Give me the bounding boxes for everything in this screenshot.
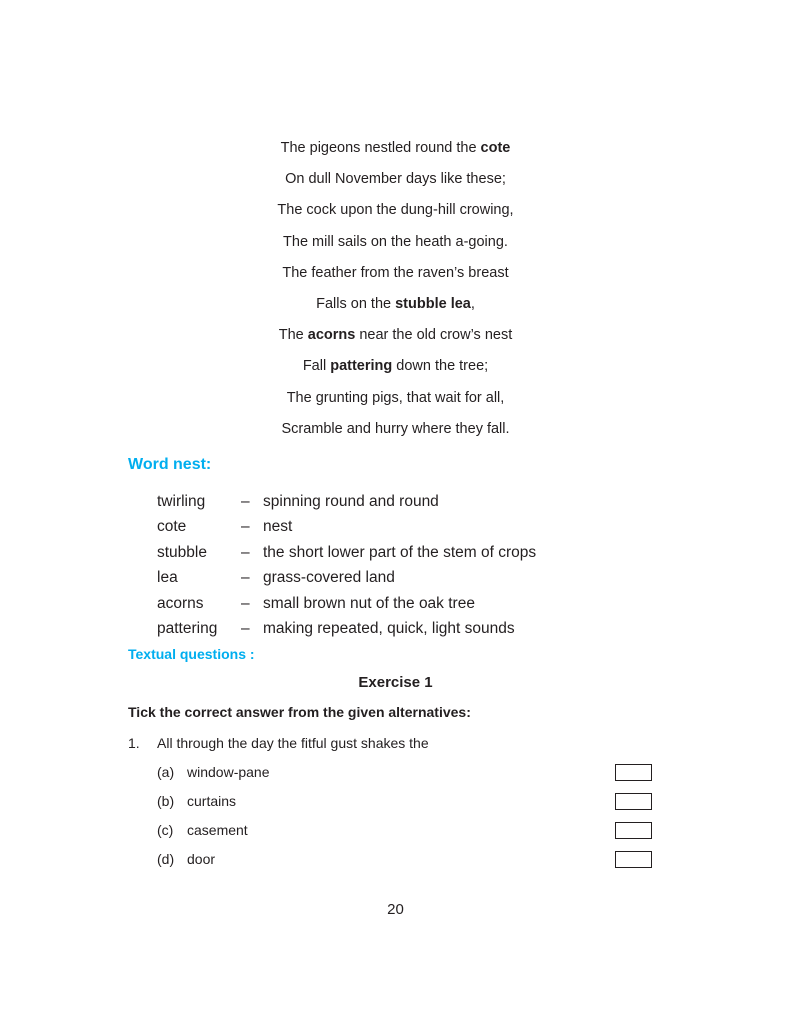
poem-text: On dull November days like these; [285,171,506,188]
poem-text: The mill sails on the heath a-going. [283,233,508,250]
poem-line [0,355,791,386]
tick-box[interactable] [615,793,652,810]
option-text: casement [187,822,248,838]
glossary-dash: – [241,543,250,561]
glossary-meaning: nest [263,518,293,536]
glossary-word: lea [157,569,178,587]
poem-text: The pigeons nestled round the [280,140,481,156]
option-letter: (d) [157,851,175,867]
poem-text: The grunting pigs, that wait for all, [286,389,505,406]
glossary-word: cote [157,518,187,536]
question-number: 1. [128,735,140,751]
poem-keyword: pattering [330,358,393,375]
poem-line [0,231,791,262]
poem-text: down the tree; [392,358,489,375]
option-text: curtains [187,793,237,809]
glossary-dash: – [241,594,250,612]
glossary-dash: – [241,569,250,587]
option-letter: (b) [157,793,175,809]
exercise-instruction: Tick the correct answer from the given alternatives: [128,704,471,720]
page-number: 20 [387,901,404,918]
tick-box[interactable] [615,764,652,781]
poem-line [0,293,791,324]
option-text: door [187,851,216,867]
glossary-word: acorns [157,594,204,612]
answer-option [157,821,657,850]
option-text: window-pane [187,764,270,780]
glossary-meaning: making repeated, quick, light sounds [263,619,515,637]
glossary-dash: – [241,619,250,637]
poem-line [0,387,791,418]
option-letter: (c) [157,822,174,838]
answer-option [157,763,657,792]
poem-text: , [470,295,475,312]
answer-options [157,763,657,879]
poem-text: Falls on the [316,295,396,312]
question-text: All through the day the fitful gust shakes the [157,735,429,751]
glossary-dash: – [241,493,250,510]
exercise-title: Exercise 1 [358,674,433,691]
glossary-word: pattering [157,619,218,637]
poem-line [0,199,791,230]
glossary-meaning: grass-covered land [263,569,395,587]
word-nest-heading: Word nest: [128,456,212,473]
glossary-meaning: spinning round and round [263,493,439,510]
glossary-word: stubble [157,543,207,561]
poem-keyword: stubble lea [395,295,471,312]
poem-keyword: cote [480,140,511,156]
answer-option [157,792,657,821]
poem-line [0,418,791,449]
poem-text: Fall [302,358,331,375]
answer-option [157,850,657,879]
poem-line [0,324,791,355]
glossary-word: twirling [157,493,206,510]
poem-text: Scramble and hurry where they fall. [281,420,510,437]
poem-line [0,137,791,168]
poem-stanza [0,137,791,449]
glossary-dash: – [241,518,250,536]
tick-box[interactable] [615,851,652,868]
poem-text: The cock upon the dung-hill crowing, [277,202,514,219]
poem-text: The feather from the raven’s breast [282,264,509,281]
poem-keyword: acorns [307,327,356,344]
option-letter: (a) [157,764,175,780]
poem-text: near the old crow’s nest [355,327,513,344]
glossary-meaning: small brown nut of the oak tree [263,594,475,612]
tick-box[interactable] [615,822,652,839]
poem-text: The [278,327,308,344]
poem-line [0,168,791,199]
textual-questions-heading: Textual questions : [128,646,255,662]
poem-line [0,262,791,293]
glossary-meaning: the short lower part of the stem of crops [263,543,537,561]
